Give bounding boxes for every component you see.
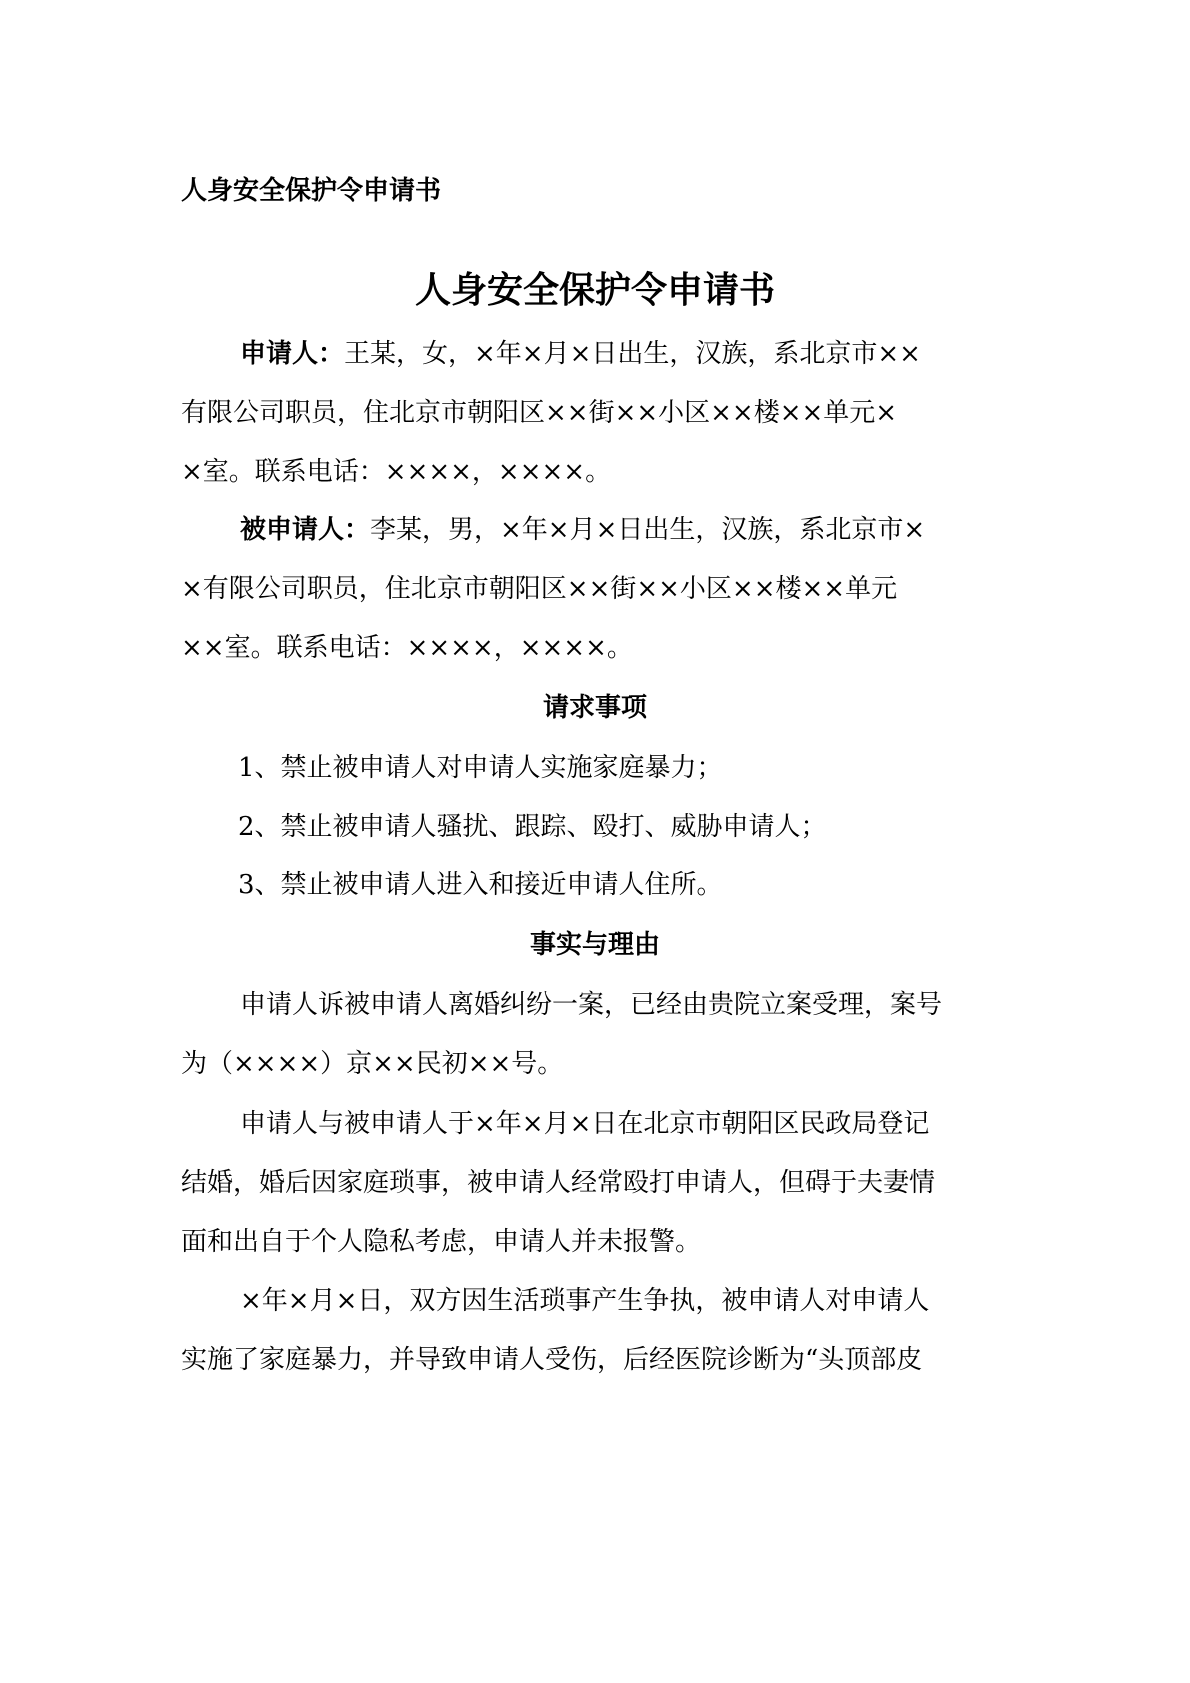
facts-para1-line-2: 为（××××）京××民初××号。 [181, 1049, 564, 1079]
main-title: 人身安全保护令申请书 [414, 270, 775, 311]
respondent-line-3: ××室。联系电话：××××，××××。 [181, 633, 633, 663]
request-item-1: 1、禁止被申请人对申请人实施家庭暴力； [238, 753, 723, 783]
applicant-line-1 [240, 337, 921, 371]
facts-para2-line-3: 面和出自于个人隐私考虑，申请人并未报警。 [181, 1227, 702, 1257]
applicant-line-2: 有限公司职员，住北京市朝阳区××街××小区××楼××单元× [181, 398, 898, 428]
facts-para3-line-1: ×年×月×日，双方因生活琐事产生争执，被申请人对申请人 [240, 1286, 930, 1316]
respondent-line-1 [240, 513, 925, 547]
applicant-label: 申请人： [240, 339, 345, 369]
facts-para3-line-2: 实施了家庭暴力，并导致申请人受伤，后经医院诊断为“头顶部皮 [181, 1345, 923, 1375]
request-item-2: 2、禁止被申请人骚扰、跟踪、殴打、威胁申请人； [238, 812, 827, 842]
facts-heading: 事实与理由 [529, 930, 660, 960]
respondent-text-1: 李某，男，×年×月×日出生，汉族，系北京市× [370, 515, 926, 545]
request-item-3: 3、禁止被申请人进入和接近申请人住所。 [238, 870, 723, 900]
header-title: 人身安全保护令申请书 [181, 176, 442, 206]
facts-para1-line-1: 申请人诉被申请人离婚纠纷一案，已经由贵院立案受理，案号 [240, 990, 943, 1020]
respondent-label: 被申请人： [240, 515, 371, 545]
respondent-line-2: ×有限公司职员，住北京市朝阳区××街××小区××楼××单元 [181, 574, 898, 604]
requests-heading: 请求事项 [542, 693, 647, 723]
facts-para2-line-1: 申请人与被申请人于×年×月×日在北京市朝阳区民政局登记 [240, 1109, 930, 1139]
facts-para2-line-2: 结婚，婚后因家庭琐事，被申请人经常殴打申请人，但碍于夫妻情 [181, 1168, 936, 1198]
applicant-line-3: ×室。联系电话：××××，××××。 [181, 457, 612, 487]
applicant-text-1: 王某，女，×年×月×日出生，汉族，系北京市×× [344, 339, 921, 369]
